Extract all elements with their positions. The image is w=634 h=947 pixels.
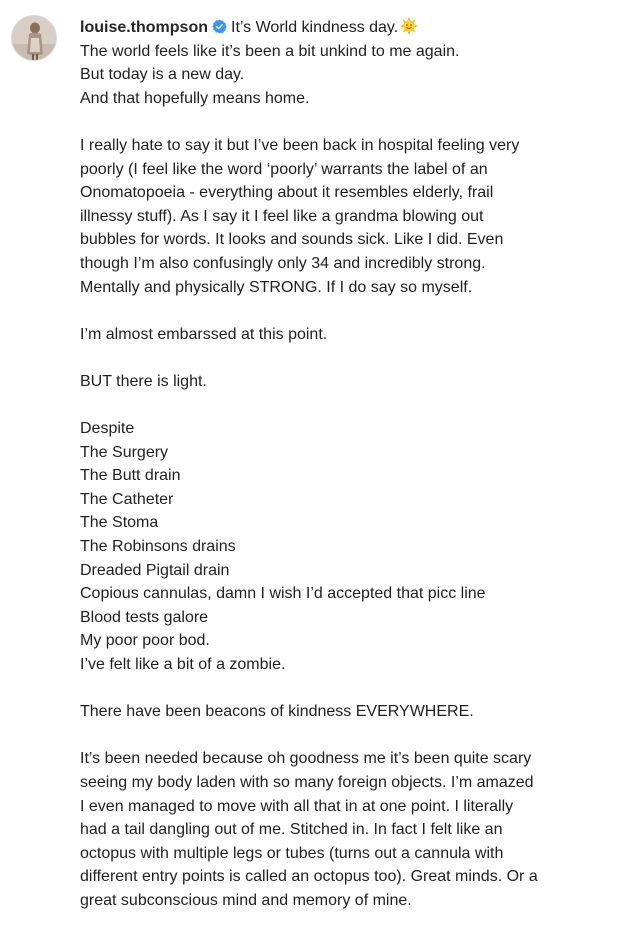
caption-line: I really hate to say it but I’ve been back in hospital feeling very (80, 136, 520, 154)
caption-line: different entry points is called an octopus too). Great minds. Or a (80, 868, 538, 886)
caption-header-line (80, 16, 628, 40)
caption-line: though I’m also confusingly only 34 and incredibly strong. (80, 254, 486, 272)
caption-line (80, 394, 628, 418)
caption-line (80, 110, 628, 134)
caption-line: It’s been needed because oh goodness me it’s been quite scary (80, 750, 532, 768)
caption-line: The Stoma (80, 514, 159, 532)
caption-line: had a tail dangling out of me. Stitched in. In fact I felt like an (80, 821, 503, 839)
caption-line: I’m almost embarssed at this point. (80, 325, 328, 343)
caption-line: Despite (80, 420, 135, 438)
caption-line: The Robinsons drains (80, 538, 236, 556)
caption-line: BUT there is light. (80, 372, 207, 390)
verified-badge-icon (212, 19, 227, 34)
caption-line: octopus with multiple legs or tubes (turns out a cannula with (80, 844, 504, 862)
caption-line: I’ve felt like a bit of a zombie. (80, 656, 286, 674)
caption-line: Dreaded Pigtail drain (80, 561, 230, 579)
caption-line: My poor poor bod. (80, 632, 210, 650)
caption-line: great subconscious mind and memory of mine. (80, 891, 412, 909)
profile-avatar[interactable] (11, 15, 57, 61)
sun-with-face-emoji-icon (400, 17, 418, 35)
caption-line: And that hopefully means home. (80, 89, 310, 107)
caption-line: illnessy stuff). As I say it I feel like a grandma blowing out (80, 207, 484, 225)
username-link[interactable]: louise.thompson (80, 19, 208, 36)
caption-line: seeing my body laden with so many foreign objects. I’m amazed (80, 774, 534, 791)
caption-line: The world feels like it’s been a bit unkind to me again. (80, 42, 460, 60)
caption-line: The Butt drain (80, 467, 181, 485)
caption-line (80, 346, 628, 370)
caption-line: There have been beacons of kindness EVERYWHERE. (80, 703, 474, 721)
caption-line (80, 724, 628, 748)
caption-body (80, 40, 628, 913)
caption-line: The Catheter (80, 490, 174, 508)
caption-line: The Surgery (80, 443, 169, 461)
caption-line: Onomatopoeia - everything about it resembles elderly, frail (80, 184, 494, 202)
caption-text (80, 16, 628, 913)
caption-line (80, 299, 628, 323)
caption-line: But today is a new day. (80, 66, 245, 84)
caption-line: bubbles for words. It looks and sounds sick. Like I did. Even (80, 231, 504, 249)
caption-line: Copious cannulas, damn I wish I’d accepted that picc line (80, 585, 486, 603)
caption-line: poorly (I feel like the word ‘poorly’ warrants the label of an (80, 160, 488, 178)
caption-line (80, 677, 628, 701)
caption-first-line: It’s World kindness day. (231, 19, 399, 36)
avatar-photo (12, 16, 57, 61)
caption-line: Blood tests galore (80, 608, 209, 626)
caption-line: Mentally and physically STRONG. If I do say so myself. (80, 278, 473, 296)
caption-line: I even managed to move with all that in at one point. I literally (80, 797, 514, 815)
